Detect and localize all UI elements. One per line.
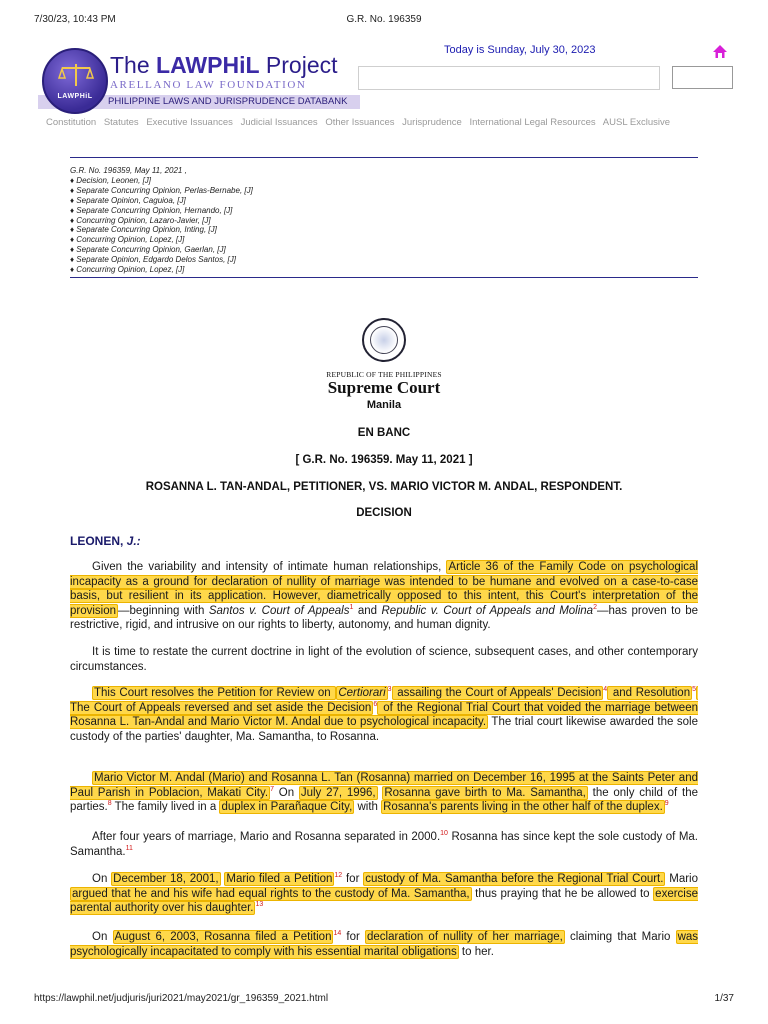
nav-item-international-legal-resources[interactable]: International Legal Resources	[469, 117, 596, 128]
text-span: It is time to restate the current doctrine in light of the evolution of science, subsequent cases, and other contemporary circumstances.	[70, 646, 698, 673]
text-span: Republic v. Court of Appeals and Molina	[381, 604, 594, 617]
toc-item[interactable]: ♦ Separate Opinion, Caguioa, [J]	[70, 195, 186, 205]
ponente: LEONEN, J.:	[70, 534, 141, 548]
text-span: and	[353, 604, 382, 617]
text-span: On	[92, 931, 113, 943]
highlighted-text: The Court of Appeals reversed and set aside the Decision	[70, 686, 698, 715]
opinions-list	[70, 166, 253, 275]
paragraph-3	[70, 686, 698, 744]
highlighted-text: declaration of nullity of her marriage,	[367, 931, 563, 943]
nav-item-constitution[interactable]: Constitution	[46, 117, 97, 128]
nav-item-statutes[interactable]: Statutes	[103, 117, 139, 128]
text-span: the only child of the parties.	[70, 786, 698, 814]
footnote-ref[interactable]: 13	[255, 901, 264, 909]
document-type: DECISION	[356, 507, 412, 519]
toc-item[interactable]: ♦ Separate Concurring Opinion, Perlas-Bernabe, [J]	[70, 185, 253, 195]
text-span: Mario	[665, 873, 699, 885]
highlighted-text: July 27, 1996,	[300, 786, 376, 799]
nav-item-judicial-issuances[interactable]: Judicial Issuances	[240, 117, 318, 128]
paragraph-7	[70, 930, 698, 959]
footnote-ref[interactable]: 7	[270, 785, 274, 793]
highlighted-text: duplex in Parañaque City,	[221, 801, 353, 814]
page-number: 1/37	[714, 993, 734, 1004]
print-footer	[34, 993, 734, 1007]
paragraph-4	[70, 771, 698, 815]
nav-item-jurisprudence[interactable]: Jurisprudence	[402, 117, 462, 128]
footnote-ref[interactable]: 6	[373, 700, 378, 708]
text-span: The trial court likewise awarded the sole custody of the parties' daughter, Ma. Samantha, to Rosanna.	[70, 716, 699, 743]
footnote-ref[interactable]: 11	[125, 844, 133, 852]
highlighted-text: of the Regional Trial Court that voided the marriage between Rosanna L. Tan-Andal and Mario Victor M. Andal due to psychological incapacity.	[70, 701, 698, 729]
toc-item[interactable]: ♦ Separate Opinion, Edgardo Delos Santos, [J]	[70, 255, 236, 265]
toc-item[interactable]: ♦ Separate Concurring Opinion, Hernando, [J]	[70, 205, 233, 215]
republic-label: REPUBLIC OF THE PHILIPPINES	[326, 370, 442, 379]
text-span: —beginning with	[118, 604, 209, 617]
page-url: https://lawphil.net/judjuris/juri2021/may2021/gr_196359_2021.html	[34, 993, 329, 1004]
highlighted-text: This Court resolves the Petition for Review on	[94, 687, 335, 699]
divider-bottom	[70, 277, 698, 278]
highlighted-text: and Resolution	[609, 687, 691, 699]
toc-item[interactable]: ♦ Separate Concurring Opinion, Gaerlan, [J]	[70, 245, 226, 255]
toc-item[interactable]: ♦ Concurring Opinion, Lopez, [J]	[70, 235, 185, 245]
text-span: for	[342, 873, 364, 885]
case-number: [ G.R. No. 196359. May 11, 2021 ]	[295, 454, 473, 466]
scales-of-justice-icon	[42, 48, 108, 114]
highlighted-text: Mario filed a Petition	[226, 873, 333, 885]
court-name: Supreme Court	[327, 378, 441, 397]
text-span: with	[354, 801, 382, 814]
text-span: for	[341, 931, 366, 943]
court-city: Manila	[366, 399, 402, 411]
highlighted-text: Rosanna gave birth to Ma. Samantha,	[384, 786, 586, 799]
home-icon[interactable]	[712, 44, 728, 60]
paragraph-6	[70, 872, 698, 916]
highlighted-text: exercise parental authority over his daughter.	[70, 887, 698, 915]
text-span: After four years of marriage, Mario and Rosanna separated in 2000.	[92, 831, 441, 843]
text-span: Santos v. Court of Appeals	[208, 604, 350, 617]
site-logo[interactable]	[38, 44, 358, 116]
paragraph-5	[70, 830, 698, 859]
footnote-ref[interactable]: 10	[440, 830, 448, 838]
today-date: Today is Sunday, July 30, 2023	[444, 44, 596, 56]
nav-item-ausl-exclusive[interactable]: AUSL Exclusive	[602, 117, 671, 128]
toc-item[interactable]: ♦ Separate Concurring Opinion, Inting, [J]	[70, 225, 217, 235]
footnote-ref[interactable]: 4	[603, 686, 608, 694]
search-input[interactable]	[358, 66, 660, 90]
print-datetime: 7/30/23, 10:43 PM	[34, 14, 116, 25]
paragraph-1	[70, 560, 698, 633]
print-title: G.R. No. 196359	[346, 14, 422, 25]
highlighted-text: assailing the Court of Appeals' Decision	[393, 687, 602, 699]
text-span: —has proven to be restrictive, rigid, and intrusive on our rights to liberty, autonomy, and human dignity.	[70, 604, 699, 632]
divider-top	[70, 157, 698, 158]
search-button[interactable]	[672, 66, 733, 89]
highlighted-text: December 18, 2001,	[113, 873, 219, 885]
footnote-ref[interactable]: 9	[664, 800, 669, 808]
highlighted-text: custody of Ma. Samantha before the Regional Trial Court.	[365, 873, 664, 885]
text-span: On	[274, 786, 299, 799]
logo-band-text: PHILIPPINE LAWS AND JURISPRUDENCE DATABANK	[108, 96, 348, 107]
footnote-ref[interactable]: 1	[349, 603, 354, 611]
toc-item[interactable]: ♦ Decision, Leonen, [J]	[70, 175, 152, 185]
paragraph-2	[70, 645, 698, 674]
nav-item-executive-issuances[interactable]: Executive Issuances	[146, 117, 233, 128]
highlighted-text: Mario Victor M. Andal (Mario) and Rosanna L. Tan (Rosanna) married on December 16, 1995 at the Saints Peter and Paul Parish in Poblacion, Makati City.	[70, 772, 698, 799]
text-span: On	[92, 873, 112, 885]
logo-seal-text: LAWPHiL	[57, 93, 93, 100]
highlighted-text: argued that he and his wife had equal rights to the custody of Ma. Samantha,	[72, 887, 470, 900]
division-label: EN BANC	[357, 427, 411, 439]
footnote-ref[interactable]: 8	[107, 800, 112, 808]
logo-subtitle: ARELLANO LAW FOUNDATION	[110, 79, 307, 91]
footnote-ref[interactable]: 12	[334, 872, 343, 880]
logo-title: The LAWPHiL Project	[110, 52, 338, 78]
footnote-ref[interactable]: 2	[593, 603, 597, 611]
toc-item[interactable]: ♦ Concurring Opinion, Lazaro-Javier, [J]	[70, 215, 211, 225]
text-span: Given the variability and intensity of intimate human relationships,	[92, 561, 447, 573]
footnote-ref[interactable]: 5	[692, 686, 696, 694]
highlighted-text: August 6, 2003, Rosanna filed a Petition	[114, 931, 332, 943]
main-nav	[46, 117, 675, 128]
footnote-ref[interactable]: 14	[333, 930, 342, 938]
text-span: thus praying that he be allowed to	[471, 887, 654, 900]
highlighted-text: Article 36 of the Family Code on psychological incapacity as a ground for declaration of nullity of marriage was intended to be humane and evolved on a case-to-case basis, but resilient in its application. However, diametrically opposed to this intent, this Court's interpretation of the provision	[70, 561, 698, 617]
case-parties: ROSANNA L. TAN-ANDAL, PETITIONER, VS. MARIO VICTOR M. ANDAL, RESPONDENT.	[145, 481, 623, 493]
text-span: Rosanna has since kept the sole custody of Ma. Samantha.	[70, 831, 699, 858]
highlighted-text: Rosanna's parents living in the other half of the duplex.	[383, 801, 663, 814]
print-header	[34, 14, 734, 28]
toc-item[interactable]: ♦ Concurring Opinion, Lopez, [J]	[70, 265, 185, 275]
text-span: to her.	[458, 945, 494, 958]
nav-item-other-issuances[interactable]: Other Issuances	[325, 117, 395, 128]
text-span: claiming that Mario	[564, 931, 676, 943]
highlighted-text: was psychologically incapacitated to comply with his essential marital obligations	[70, 931, 699, 958]
highlighted-text: Certiorari	[338, 687, 386, 699]
supreme-court-seal-icon	[362, 318, 406, 362]
text-span: The family lived in a	[111, 801, 220, 814]
footnote-ref[interactable]: 3	[387, 686, 392, 694]
toc-case-line: G.R. No. 196359, May 11, 2021 ,	[70, 166, 187, 175]
